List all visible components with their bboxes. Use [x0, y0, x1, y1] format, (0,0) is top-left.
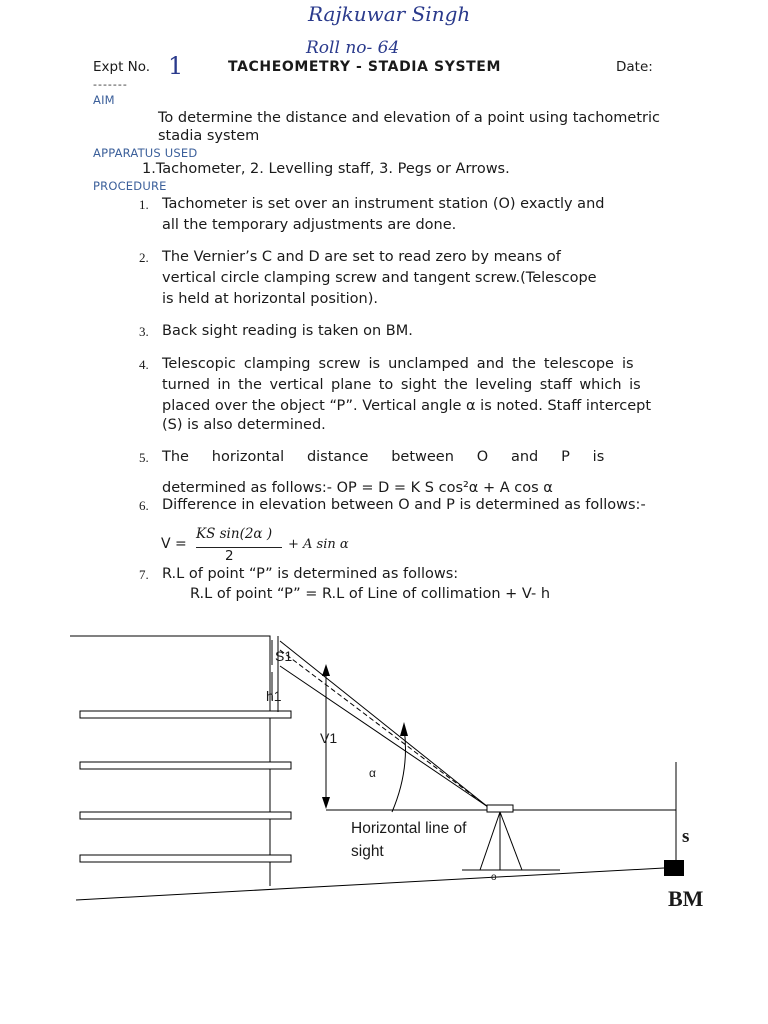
label-s: s: [682, 826, 690, 847]
student-name: Rajkuwar Singh: [308, 2, 471, 26]
apparatus-heading: APPARATUS USED: [93, 146, 198, 160]
step-line: The Vernier’s C and D are set to read zero by means of: [162, 249, 561, 265]
step-line: turned in the vertical plane to sight the leveling staff which is: [162, 377, 641, 393]
step-line: R.L of point “P” = R.L of Line of collimation + V- h: [190, 586, 551, 602]
step-line: Difference in elevation between O and P is determined as follows:-: [162, 497, 646, 513]
label-sight: sight: [351, 843, 384, 860]
label-v1: V1: [320, 730, 338, 746]
step-line: Back sight reading is taken on BM.: [162, 323, 413, 339]
label-o: o: [491, 872, 497, 883]
date-label: Date:: [616, 59, 653, 75]
step-line: Telescopic clamping screw is unclamped and the telescope is: [162, 356, 634, 372]
aim-heading: AIM: [93, 93, 115, 107]
step-line: R.L of point “P” is determined as follows:: [162, 566, 459, 582]
label-h1: h1: [266, 688, 282, 704]
aim-line-2: stadia system: [158, 128, 260, 144]
formula-tail: + A sin α: [288, 537, 349, 552]
step-line: Tachometer is set over an instrument station (O) exactly and: [162, 196, 605, 212]
label-alpha: α: [369, 766, 376, 780]
aim-line-1: To determine the distance and elevation of a point using tachometric: [158, 110, 660, 126]
expt-value: 1: [168, 52, 184, 80]
label-bm: BM: [668, 886, 704, 911]
page-title: TACHEOMETRY - STADIA SYSTEM: [228, 59, 501, 75]
step-number: 1.: [139, 197, 149, 212]
step-line: all the temporary adjustments are done.: [162, 217, 457, 233]
step-line: vertical circle clamping screw and tangent screw.(Telescope: [162, 270, 597, 286]
roll-number: Roll no- 64: [306, 38, 400, 58]
step-number: 5.: [139, 450, 149, 465]
step-number: 6.: [139, 498, 149, 513]
label-horizontal-line: Horizontal line of: [351, 820, 467, 837]
step-line: is held at horizontal position).: [162, 291, 378, 307]
expt-label: Expt No.: [93, 59, 151, 75]
step-line: placed over the object “P”. Vertical angle α is noted. Staff intercept: [162, 398, 652, 414]
expt-underline: -------: [93, 78, 128, 91]
step-number: 2.: [139, 250, 149, 265]
apparatus-text: 1.Tachometer, 2. Levelling staff, 3. Pegs or Arrows.: [142, 161, 510, 177]
label-s1: S1: [275, 648, 293, 664]
formula-denominator: 2: [225, 548, 234, 564]
step-line: determined as follows:- OP = D = K S cos²α + A cos α: [162, 480, 553, 496]
step-number: 3.: [139, 324, 149, 339]
procedure-heading: PROCEDURE: [93, 179, 167, 193]
step-line: The horizontal distance between O and P is: [162, 449, 605, 465]
step-number: 4.: [139, 357, 149, 372]
step-line: (S) is also determined.: [162, 417, 326, 433]
formula-numerator: KS sin(2α ): [196, 526, 273, 542]
step-number: 7.: [139, 567, 149, 582]
formula-lhs: V =: [161, 536, 187, 552]
